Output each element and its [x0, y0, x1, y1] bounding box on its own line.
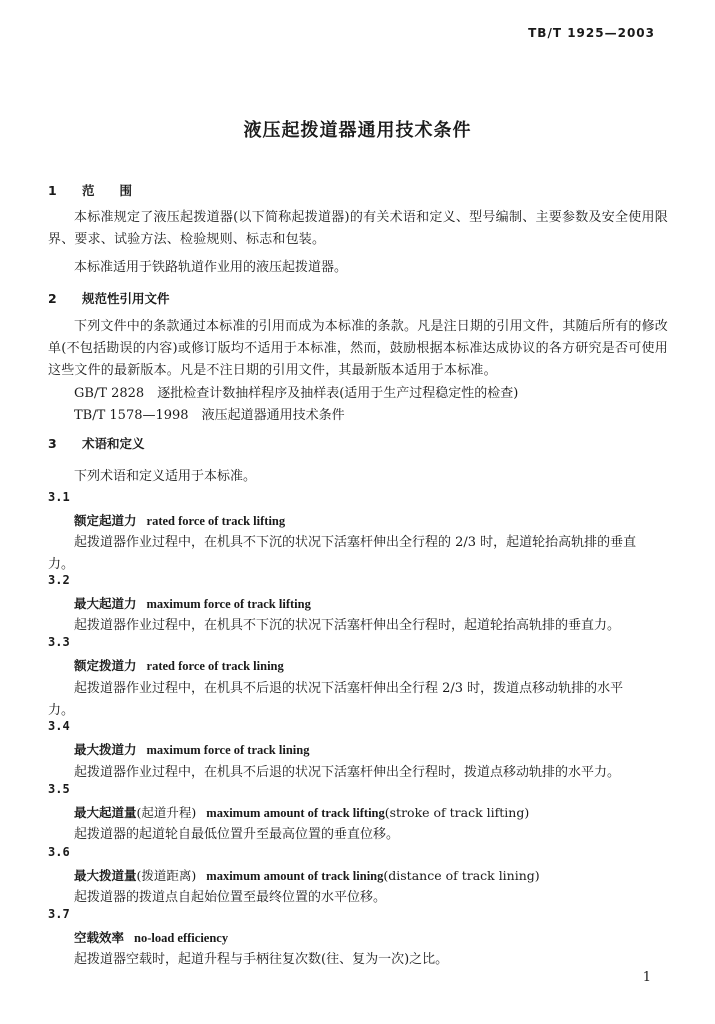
section-title: 范 围 [82, 183, 133, 198]
term-definition: 起拨道器的起道轮自最低位置升至最高位置的垂直位移。 [74, 827, 400, 842]
clause-number: 3.4 [48, 719, 70, 733]
term-entry [74, 928, 228, 946]
document-title: 液压起拨道器通用技术条件 [243, 120, 472, 141]
term-chinese: 额定起道力 [74, 513, 137, 528]
clause-number: 3.3 [48, 635, 70, 649]
section-paragraph: 下列术语和定义适用于本标准。 [74, 469, 257, 484]
term-definition: 起拨道器作业过程中，在机具不后退的状况下活塞杆伸出全行程时，拨道点移动轨排的水平力。 [74, 765, 621, 780]
term-english-alias: (stroke of track lifting) [384, 805, 530, 820]
term-english: maximum force of track lining [146, 743, 310, 757]
term-chinese-alias: (起道升程) [136, 805, 197, 820]
term-definition: 起拨道器作业过程中，在机具不下沉的状况下活塞杆伸出全行程时，起道轮抬高轨排的垂直力。 [74, 618, 621, 633]
term-definition: 起拨道器作业过程中，在机具不下沉的状况下活塞杆伸出全行程的 2/3 时，起道轮抬高轨排的垂直 [74, 535, 637, 550]
term-chinese: 最大拨道力 [74, 742, 137, 757]
section-heading-normative-references [48, 289, 170, 307]
section-paragraph: 本标准适用于铁路轨道作业用的液压起拨道器。 [74, 260, 348, 275]
standard-number: TB/T 1925—2003 [528, 26, 655, 40]
term-entry [74, 656, 284, 674]
term-definition-continuation: 力。 [48, 703, 75, 718]
term-entry [74, 740, 309, 758]
term-chinese: 空载效率 [74, 930, 125, 945]
term-definition-continuation: 力。 [48, 557, 75, 572]
term-definition: 起拨道器作业过程中，在机具不后退的状况下活塞杆伸出全行程 2/3 时，拨道点移动轨排的水平 [74, 681, 624, 696]
clause-number: 3.5 [48, 782, 70, 796]
clause-number: 3.1 [48, 490, 70, 504]
page-number: 1 [642, 970, 651, 985]
term-english: rated force of track lining [146, 659, 284, 673]
term-chinese: 额定拨道力 [74, 658, 137, 673]
clause-number: 3.6 [48, 845, 70, 859]
term-chinese-alias: (拨道距离) [136, 868, 197, 883]
clause-number: 3.2 [48, 573, 70, 587]
term-english: maximum amount of track lifting [206, 806, 385, 820]
section-number: 3 [48, 436, 57, 451]
reference-item: TB/T 1578—1998 液压起道器通用技术条件 [74, 408, 345, 423]
term-english: rated force of track lifting [146, 514, 286, 528]
term-entry [74, 866, 540, 884]
term-chinese: 最大起道量 [74, 805, 137, 820]
term-chinese: 最大起道力 [74, 596, 137, 611]
section-paragraph: 本标准规定了液压起拨道器(以下简称起拨道器)的有关术语和定义、型号编制、主要参数及安全使用限界、要求、试验方法、检验规则、标志和包装。 [48, 210, 668, 247]
term-english: maximum amount of track lining [206, 869, 384, 883]
section-title: 术语和定义 [82, 436, 145, 451]
section-number: 2 [48, 291, 57, 306]
section-heading-terms [48, 434, 145, 452]
term-english: no-load efficiency [134, 931, 229, 945]
section-title: 规范性引用文件 [82, 291, 170, 306]
section-number: 1 [48, 183, 57, 198]
term-entry [74, 594, 311, 612]
term-english-alias: (distance of track lining) [383, 868, 540, 883]
reference-item: GB/T 2828 逐批检查计数抽样程序及抽样表(适用于生产过程稳定性的检查) [74, 386, 519, 401]
term-definition: 起拨道器的拨道点自起始位置至最终位置的水平位移。 [74, 890, 387, 905]
section-paragraph: 下列文件中的条款通过本标准的引用而成为本标准的条款。凡是注日期的引用文件，其随后所有的修改单(不包括勘误的内容)或修订版均不适用于本标准，然而，鼓励根据本标准达成协议的各方研究是否可使用这些文件的最新版本。凡是不注日期的引用文件，其最新版本适用于本标准。 [48, 319, 669, 378]
term-definition: 起拨道器空载时，起道升程与手柄往复次数(往、复为一次)之比。 [74, 952, 449, 967]
section-heading-scope [48, 181, 132, 199]
term-chinese: 最大拨道量 [74, 868, 137, 883]
term-entry [74, 803, 529, 821]
clause-number: 3.7 [48, 907, 70, 921]
term-entry [74, 511, 285, 529]
term-english: maximum force of track lifting [146, 597, 311, 611]
